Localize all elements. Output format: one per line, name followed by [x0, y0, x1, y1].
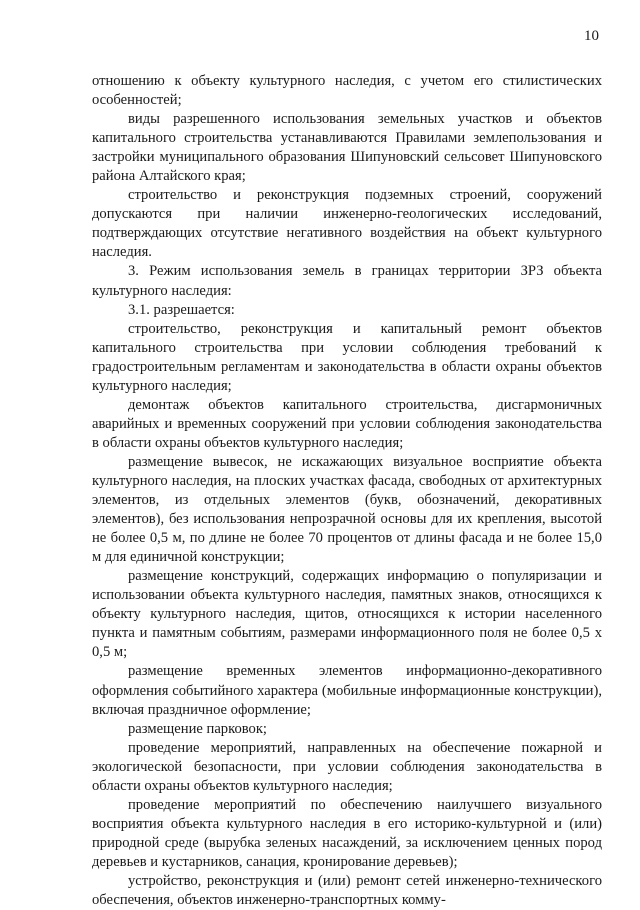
paragraph: строительство и реконструкция подземных строений, сооружений допускаются при наличии инженерно-геологических исследований, подтверждающих отсутствие негативного воздействия на объект культурного наследия.: [92, 187, 602, 261]
list-item: демонтаж объектов капитального строительства, дисгармоничных аварийных и временных сооружений при условии соблюдения законодательства в области охраны объектов культурного наследия;: [92, 396, 602, 451]
subsection-heading: 3.1. разрешается:: [128, 301, 235, 318]
list-item: проведение мероприятий, направленных на обеспечение пожарной и экологической безопасности, при условии соблюдения законодательства в области охраны объектов культурного наследия;: [92, 739, 602, 794]
document-body: [92, 72, 602, 910]
list-item: размещение временных элементов информационно-декоративного оформления событийного характера (мобильные информационные конструкции), включая праздничное оформление;: [92, 663, 602, 718]
paragraph: виды разрешенного использования земельных участков и объектов капитального строительства устанавливаются Правилами землепользования и застройки муниципального образования Шипуновский сельсовет Шипуновского района Алтайского края;: [92, 111, 602, 185]
paragraph: отношению к объекту культурного наследия, с учетом его стилистических особенностей;: [92, 73, 602, 109]
page-number: 10: [584, 28, 599, 44]
list-item: размещение вывесок, не искажающих визуальное восприятие объекта культурного наследия, на плоских участках фасада, свободных от архитектурных элементов, из отдельных элементов (букв, обозначений, декоративных элементов), без использования непрозрачной основы для их крепления, высотой не более 0,5 м, по длине не более 70 процентов от длины фасада и не более 15,0 м для единичной конструкции;: [92, 453, 602, 566]
list-item: размещение парковок;: [128, 720, 267, 737]
list-item: проведение мероприятий по обеспечению наилучшего визуального восприятия объекта культурного наследия в его историко-культурной и (или) природной среде (вырубка зеленых насаждений, за исключением ценных пород деревьев и кустарников, санация, кронирование деревьев);: [92, 796, 602, 870]
list-item: строительство, реконструкция и капитальный ремонт объектов капитального строительства при условии соблюдения требований к градостроительным регламентам и законодательства в области охраны объектов культурного наследия;: [92, 320, 602, 394]
list-item: устройство, реконструкция и (или) ремонт сетей инженерно-технического обеспечения, объектов инженерно-транспортных комму-: [92, 872, 602, 909]
list-item: размещение конструкций, содержащих информацию о популяризации и использовании объекта культурного наследия, памятных знаков, относящихся к объекту культурного наследия, щитов, относящихся к истории населенного пункта и памятным событиям, размерами информационного поля не более 0,5 х 0,5 м;: [92, 568, 602, 661]
section-heading: 3. Режим использования земель в границах территории ЗРЗ объекта культурного наследия:: [92, 263, 602, 299]
